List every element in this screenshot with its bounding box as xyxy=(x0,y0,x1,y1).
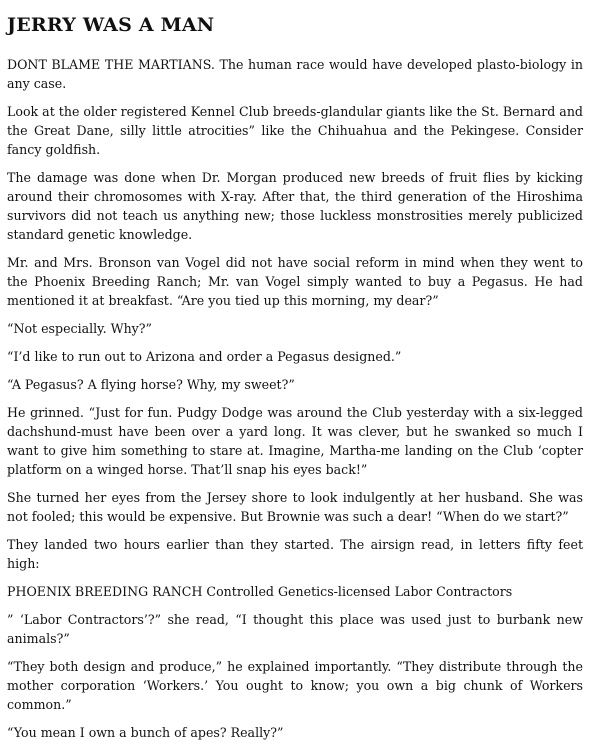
paragraph: Look at the older registered Kennel Club breeds-glandular giants like the St. Bernard and the Great Dane, silly little atrocities” like the Chihuahua and the Pekingese. Consider fancy goldfish. xyxy=(7,103,583,157)
story-title: JERRY WAS A MAN xyxy=(7,14,215,36)
paragraph: “Not especially. Why?” xyxy=(7,320,152,336)
paragraph: “They both design and produce,” he explained importantly. “They distribute through the mother corporation ‘Workers.’ You ought to know; you own a big chunk of Workers common.” xyxy=(7,658,583,712)
paragraph: PHOENIX BREEDING RANCH Controlled Genetics-licensed Labor Contractors xyxy=(7,583,513,599)
paragraph: DONT BLAME THE MARTIANS. The human race would have developed plasto-biology in any case. xyxy=(7,56,583,91)
paragraph: He grinned. “Just for fun. Pudgy Dodge was around the Club yesterday with a six-legged dachshund-must have been over a yard long. It was clever, but he swanked so much I want to give him something to stare at. Imagine, Martha-me landing on the Club ‘copter platform on a winged horse. That’ll snap his eyes back!” xyxy=(7,404,583,477)
paragraph: “A Pegasus? A flying horse? Why, my sweet?” xyxy=(7,376,295,392)
paragraph: ” ‘Labor Contractors’?” she read, “I thought this place was used just to burbank new animals?” xyxy=(7,611,583,646)
paragraph: “I’d like to run out to Arizona and order a Pegasus designed.” xyxy=(7,348,402,364)
paragraph: They landed two hours earlier than they started. The airsign read, in letters fifty feet high: xyxy=(7,536,583,571)
paragraph: She turned her eyes from the Jersey shore to look indulgently at her husband. She was not fooled; this would be expensive. But Brownie was such a dear! “When do we start?” xyxy=(7,489,583,524)
paragraph: “You mean I own a bunch of apes? Really?” xyxy=(7,724,284,740)
paragraph: The damage was done when Dr. Morgan produced new breeds of fruit flies by kicking around their chromosomes with X-ray. After that, the third generation of the Hiroshima survivors did not teach us anything new; those luckless monstrosities merely publicized standard genetic knowledge. xyxy=(7,169,583,242)
paragraph: Mr. and Mrs. Bronson van Vogel did not have social reform in mind when they went to the Phoenix Breeding Ranch; Mr. van Vogel simply wanted to buy a Pegasus. He had mentioned it at breakfast. “Are you tied up this morning, my dear?” xyxy=(7,254,583,308)
